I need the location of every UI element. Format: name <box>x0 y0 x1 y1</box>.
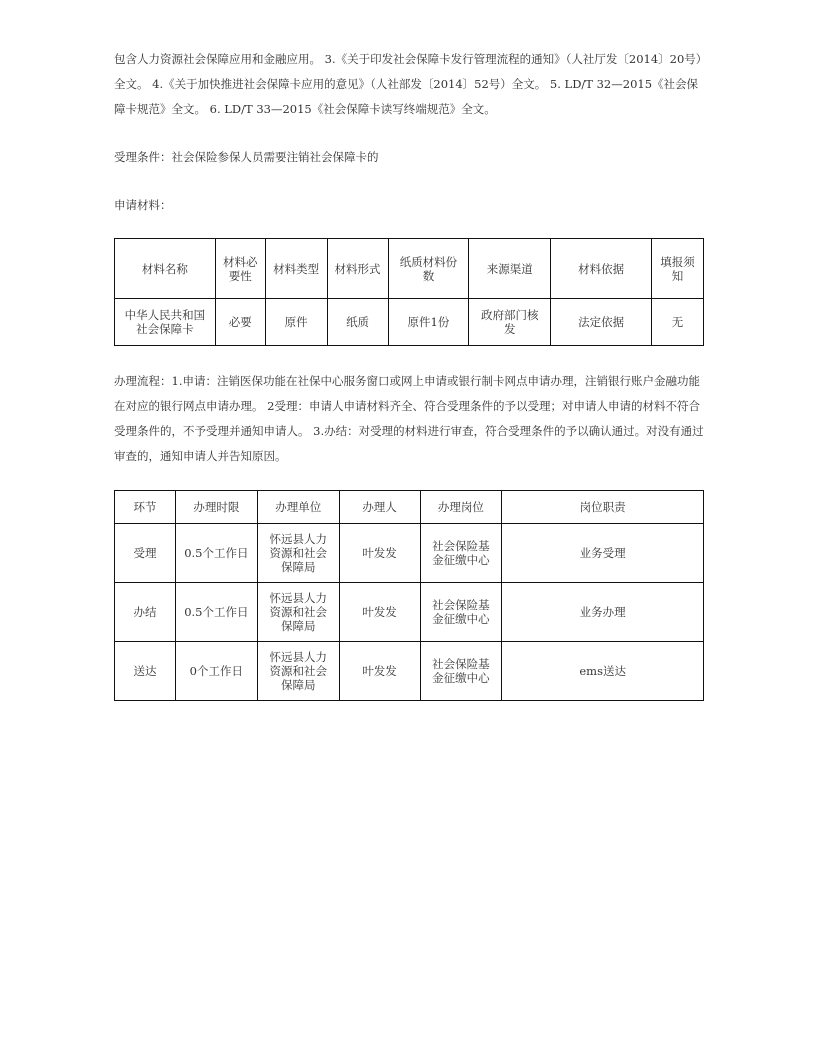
header-cell: 来源渠道 <box>469 239 551 299</box>
process-paragraph: 办理流程：1.申请：注销医保功能在社保中心服务窗口或网上申请或银行制卡网点申请办理，注销银行账户金融功能在对应的银行网点申请办理。 2受理：申请人申请材料齐全、符合受理条件的予以受理；对申请人申请的材料不符合受理条件的，不予受理并通知申请人。 3.办结：对受理的材料进行审查，符合受理条件的予以确认通过。对没有通过审查的，通知申请人并告知原因。 <box>114 374 704 463</box>
table-cell: 社会保险基金征缴中心 <box>420 524 502 583</box>
table-row <box>115 642 704 701</box>
table-row <box>115 583 704 642</box>
header-cell: 材料类型 <box>265 239 327 299</box>
table-cell: 纸质 <box>327 299 388 346</box>
header-cell: 纸质材料份数 <box>388 239 469 299</box>
table-cell: 0.5个工作日 <box>175 524 257 583</box>
table-cell: 无 <box>652 299 704 346</box>
table-cell: 社会保险基金征缴中心 <box>420 583 502 642</box>
table-header-row <box>115 239 704 299</box>
table-cell: 0个工作日 <box>175 642 257 701</box>
header-cell: 办理人 <box>339 491 420 524</box>
acceptance-condition: 受理条件：社会保险参保人员需要注销社会保障卡的 <box>114 150 379 164</box>
table-cell: 原件 <box>265 299 327 346</box>
table-cell: 叶发发 <box>339 583 420 642</box>
table-cell: 怀远县人力资源和社会保障局 <box>257 642 339 701</box>
table-cell: 政府部门核发 <box>469 299 551 346</box>
header-cell: 材料必要性 <box>215 239 265 299</box>
table-cell: 叶发发 <box>339 642 420 701</box>
header-cell: 办理岗位 <box>420 491 502 524</box>
header-cell: 办理时限 <box>175 491 257 524</box>
header-cell: 材料形式 <box>327 239 388 299</box>
materials-label: 申请材料： <box>114 198 172 212</box>
table-cell: 办结 <box>115 583 176 642</box>
header-cell: 岗位职责 <box>502 491 704 524</box>
table-cell: 中华人民共和国社会保障卡 <box>115 299 216 346</box>
header-cell: 办理单位 <box>257 491 339 524</box>
table-row <box>115 524 704 583</box>
table-cell: 送达 <box>115 642 176 701</box>
table-cell: 叶发发 <box>339 524 420 583</box>
header-cell: 环节 <box>115 491 176 524</box>
header-cell: 材料依据 <box>551 239 652 299</box>
table-cell: 怀远县人力资源和社会保障局 <box>257 524 339 583</box>
table-cell: 法定依据 <box>551 299 652 346</box>
table-cell: 社会保险基金征缴中心 <box>420 642 502 701</box>
header-cell: 材料名称 <box>115 239 216 299</box>
table-cell: 必要 <box>215 299 265 346</box>
header-cell: 填报须知 <box>652 239 704 299</box>
table-cell: 原件1份 <box>388 299 469 346</box>
table-cell: 怀远县人力资源和社会保障局 <box>257 583 339 642</box>
table-cell: 0.5个工作日 <box>175 583 257 642</box>
table-cell: ems送达 <box>502 642 704 701</box>
table-cell: 受理 <box>115 524 176 583</box>
table-cell: 业务办理 <box>502 583 704 642</box>
table-header-row <box>115 491 704 524</box>
table-cell: 业务受理 <box>502 524 704 583</box>
basis-paragraph: 包含人力资源社会保障应用和金融应用。 3.《关于印发社会保障卡发行管理流程的通知》（人社厅发〔2014〕20号）全文。 4.《关于加快推进社会保障卡应用的意见》（人社部发〔2014〕52号）全文。 5. LD/T 32—2015《社会保障卡规范》全文。 6. LD/T 33—2015《社会保障卡读写终端规范》全文。 <box>114 52 702 116</box>
table-row <box>115 299 704 346</box>
steps-table <box>114 490 704 701</box>
materials-table <box>114 238 704 346</box>
